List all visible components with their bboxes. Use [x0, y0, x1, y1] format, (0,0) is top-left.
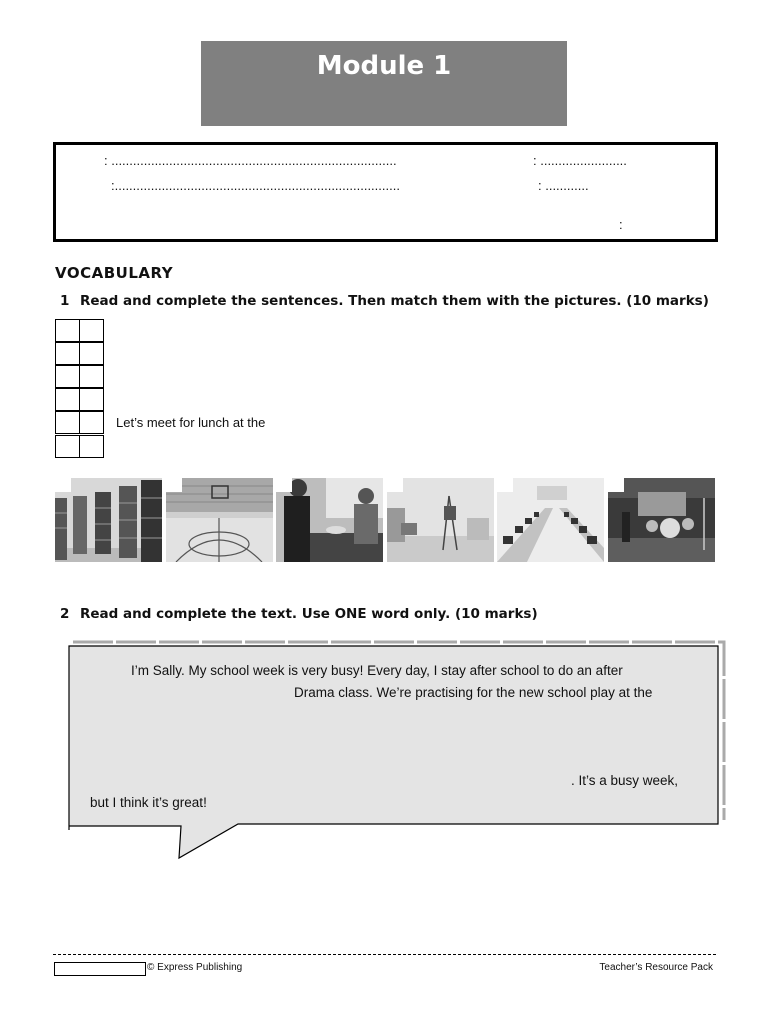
footer-divider: [53, 954, 716, 955]
library-photo: [55, 478, 162, 562]
task-2-instruction: Read and complete the text. Use ONE word only. (10 marks): [80, 606, 538, 622]
number-box: [55, 411, 80, 434]
task-1-instruction: Read and complete the sentences. Then match them with the pictures. (10 marks): [80, 293, 709, 309]
passage-line-3: . It’s a busy week,: [571, 773, 679, 788]
picture-letter-box: [276, 478, 292, 492]
canteen-photo: [276, 478, 383, 562]
task-2-heading: [60, 606, 538, 622]
picture-letter-box: [55, 478, 71, 492]
footer-blank-box: [54, 962, 146, 976]
info-line-1-right: : ........................: [533, 153, 627, 168]
info-line-1-left: : ...............................................................................: [104, 153, 397, 168]
picture-letter-box: [608, 478, 624, 492]
info-line-2-right: : ............: [538, 178, 589, 193]
task-1-heading: [60, 293, 709, 309]
passage-line-2: Drama class. We’re practising for the new school play at the: [294, 685, 653, 700]
answer-box[interactable]: [79, 435, 104, 458]
gym-photo: [166, 478, 273, 562]
sentence-text: Let’s meet for lunch at the: [116, 415, 266, 430]
answer-box[interactable]: [79, 388, 104, 411]
number-box: [55, 435, 80, 458]
picture-letter-box: [497, 478, 513, 492]
answer-box[interactable]: [79, 411, 104, 434]
task-1-number: 1: [60, 293, 70, 309]
student-info-box: [53, 142, 718, 242]
answer-box[interactable]: [79, 319, 104, 342]
answer-box[interactable]: [79, 365, 104, 388]
info-line-2-left: :...............................................................................: [111, 178, 400, 193]
module-title-box: [201, 41, 567, 126]
answer-box[interactable]: [79, 342, 104, 365]
task-2-number: 2: [60, 606, 70, 622]
picture-letter-box: [387, 478, 403, 492]
passage-line-1: I’m Sally. My school week is very busy! Every day, I stay after school to do an after: [131, 663, 623, 678]
number-box: [55, 365, 80, 388]
number-box: [55, 342, 80, 365]
computer-lab-photo: [497, 478, 604, 562]
number-box: [55, 319, 80, 342]
footer-publisher: © Express Publishing: [147, 962, 243, 973]
info-line-3-right: :: [619, 217, 623, 232]
picture-letter-box: [166, 478, 182, 492]
footer-pack: Teacher’s Resource Pack: [599, 962, 713, 973]
music-room-photo: [608, 478, 715, 562]
module-title: Module 1: [316, 51, 452, 81]
passage-line-4: but I think it’s great!: [90, 795, 207, 810]
number-box: [55, 388, 80, 411]
art-room-photo: [387, 478, 494, 562]
vocabulary-heading: VOCABULARY: [55, 264, 174, 282]
